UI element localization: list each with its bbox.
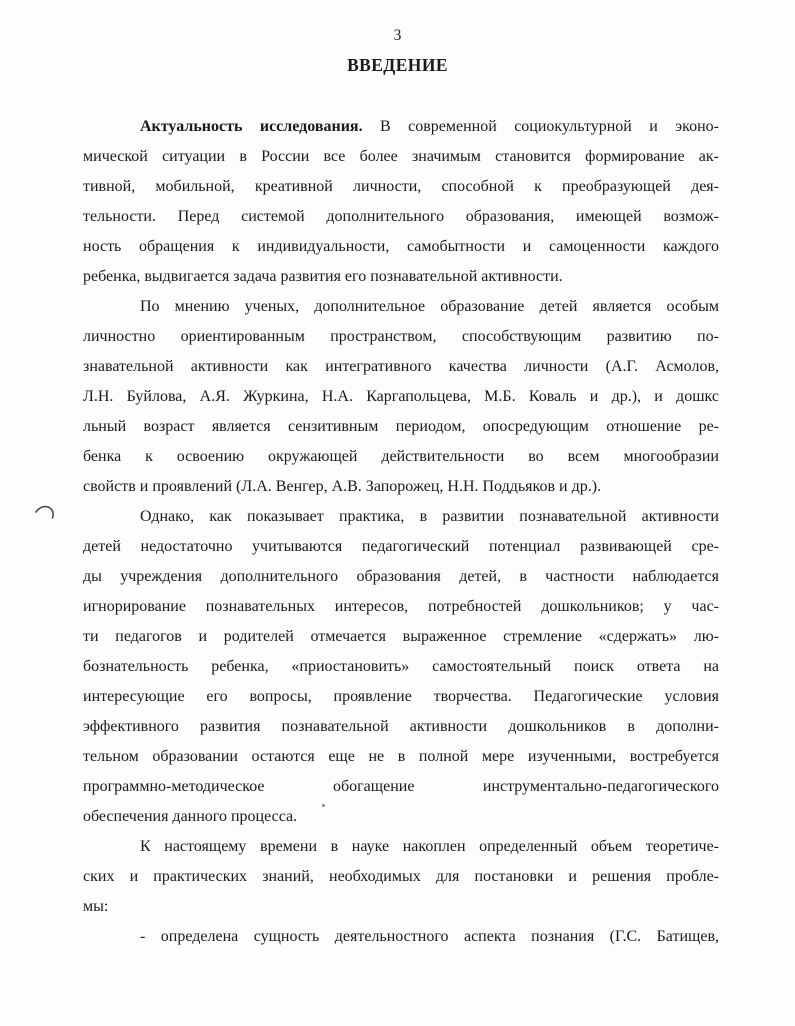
handwritten-mark-icon xyxy=(34,501,60,523)
text-line: эффективного развития познавательной активности дошкольников в дополни- xyxy=(83,718,719,735)
paragraph xyxy=(83,832,719,922)
text-line: ность обращения к индивидуальности, самобытности и самоценности каждого xyxy=(83,238,719,255)
text-line: программно-методическое обогащение инструментально-педагогического xyxy=(83,778,719,795)
text-line: - определена сущность деятельностного аспекта познания (Г.С. Батищев, xyxy=(140,928,719,945)
paragraph xyxy=(83,502,719,832)
text-line: знавательной активности как интегративного качества личности (А.Г. Асмолов, xyxy=(83,358,719,375)
text-line: Л.Н. Буйлова, А.Я. Журкина, Н.А. Каргапольцева, М.Б. Коваль и др.), и дошкс xyxy=(83,388,719,405)
text-line: По мнению ученых, дополнительное образование детей является особым xyxy=(140,298,719,315)
page-number: 3 xyxy=(393,27,402,44)
text-line: мы: xyxy=(83,898,109,915)
text-line: бознательность ребенка, «приостановить» самостоятельный поиск ответа на xyxy=(83,658,719,675)
text-line: тельности. Перед системой дополнительного образования, имеющей возмож- xyxy=(83,208,719,225)
text-line: льный возраст является сензитивным периодом, опосредующим отношение ре- xyxy=(83,418,719,435)
text-line: тельном образовании остаются еще не в полной мере изученными, востребуется xyxy=(83,748,719,765)
bold-lead-in: Актуальность исследования. xyxy=(140,118,363,135)
section-title: ВВЕДЕНИЕ xyxy=(347,55,448,75)
text-line xyxy=(83,112,719,142)
text-line: обеспечения данного процесса. xyxy=(83,808,298,825)
text-line: Однако, как показывает практика, в развитии познавательной активности xyxy=(140,508,719,525)
text-line: детей недостаточно учитываются педагогический потенциал развивающей сре- xyxy=(83,538,719,555)
text-line: мической ситуации в России все более значимым становится формирование ак- xyxy=(83,148,719,165)
text-segment: В современной социокультурной и эконо- xyxy=(362,118,719,135)
text-line: личностно ориентированным пространством, способствующим развитию по- xyxy=(83,328,719,345)
paragraph xyxy=(83,922,719,952)
text-line: свойств и проявлений (Л.А. Венгер, А.В. Запорожец, Н.Н. Поддьяков и др.). xyxy=(83,478,602,495)
text-line: тивной, мобильной, креативной личности, способной к преобразующей дея- xyxy=(83,178,719,195)
text-line: ребенка, выдвигается задача развития его познавательной активности. xyxy=(83,268,563,285)
text-line: ти педагогов и родителей отмечается выраженное стремление «сдержать» лю- xyxy=(83,628,719,645)
body-text xyxy=(83,112,719,952)
text-line: К настоящему времени в науке накоплен определенный объем теоретиче- xyxy=(140,838,719,855)
text-line: ды учреждения дополнительного образования детей, в частности наблюдается xyxy=(83,568,719,585)
text-line: интересующие его вопросы, проявление творчества. Педагогические условия xyxy=(83,688,719,705)
paragraph xyxy=(83,112,719,292)
text-line: бенка к освоению окружающей действительности во всем многообразии xyxy=(83,448,719,465)
text-line: игнорирование познавательных интересов, потребностей дошкольников; у час- xyxy=(83,598,719,615)
paragraph xyxy=(83,292,719,502)
text-line: ских и практических знаний, необходимых для постановки и решения пробле- xyxy=(83,868,719,885)
